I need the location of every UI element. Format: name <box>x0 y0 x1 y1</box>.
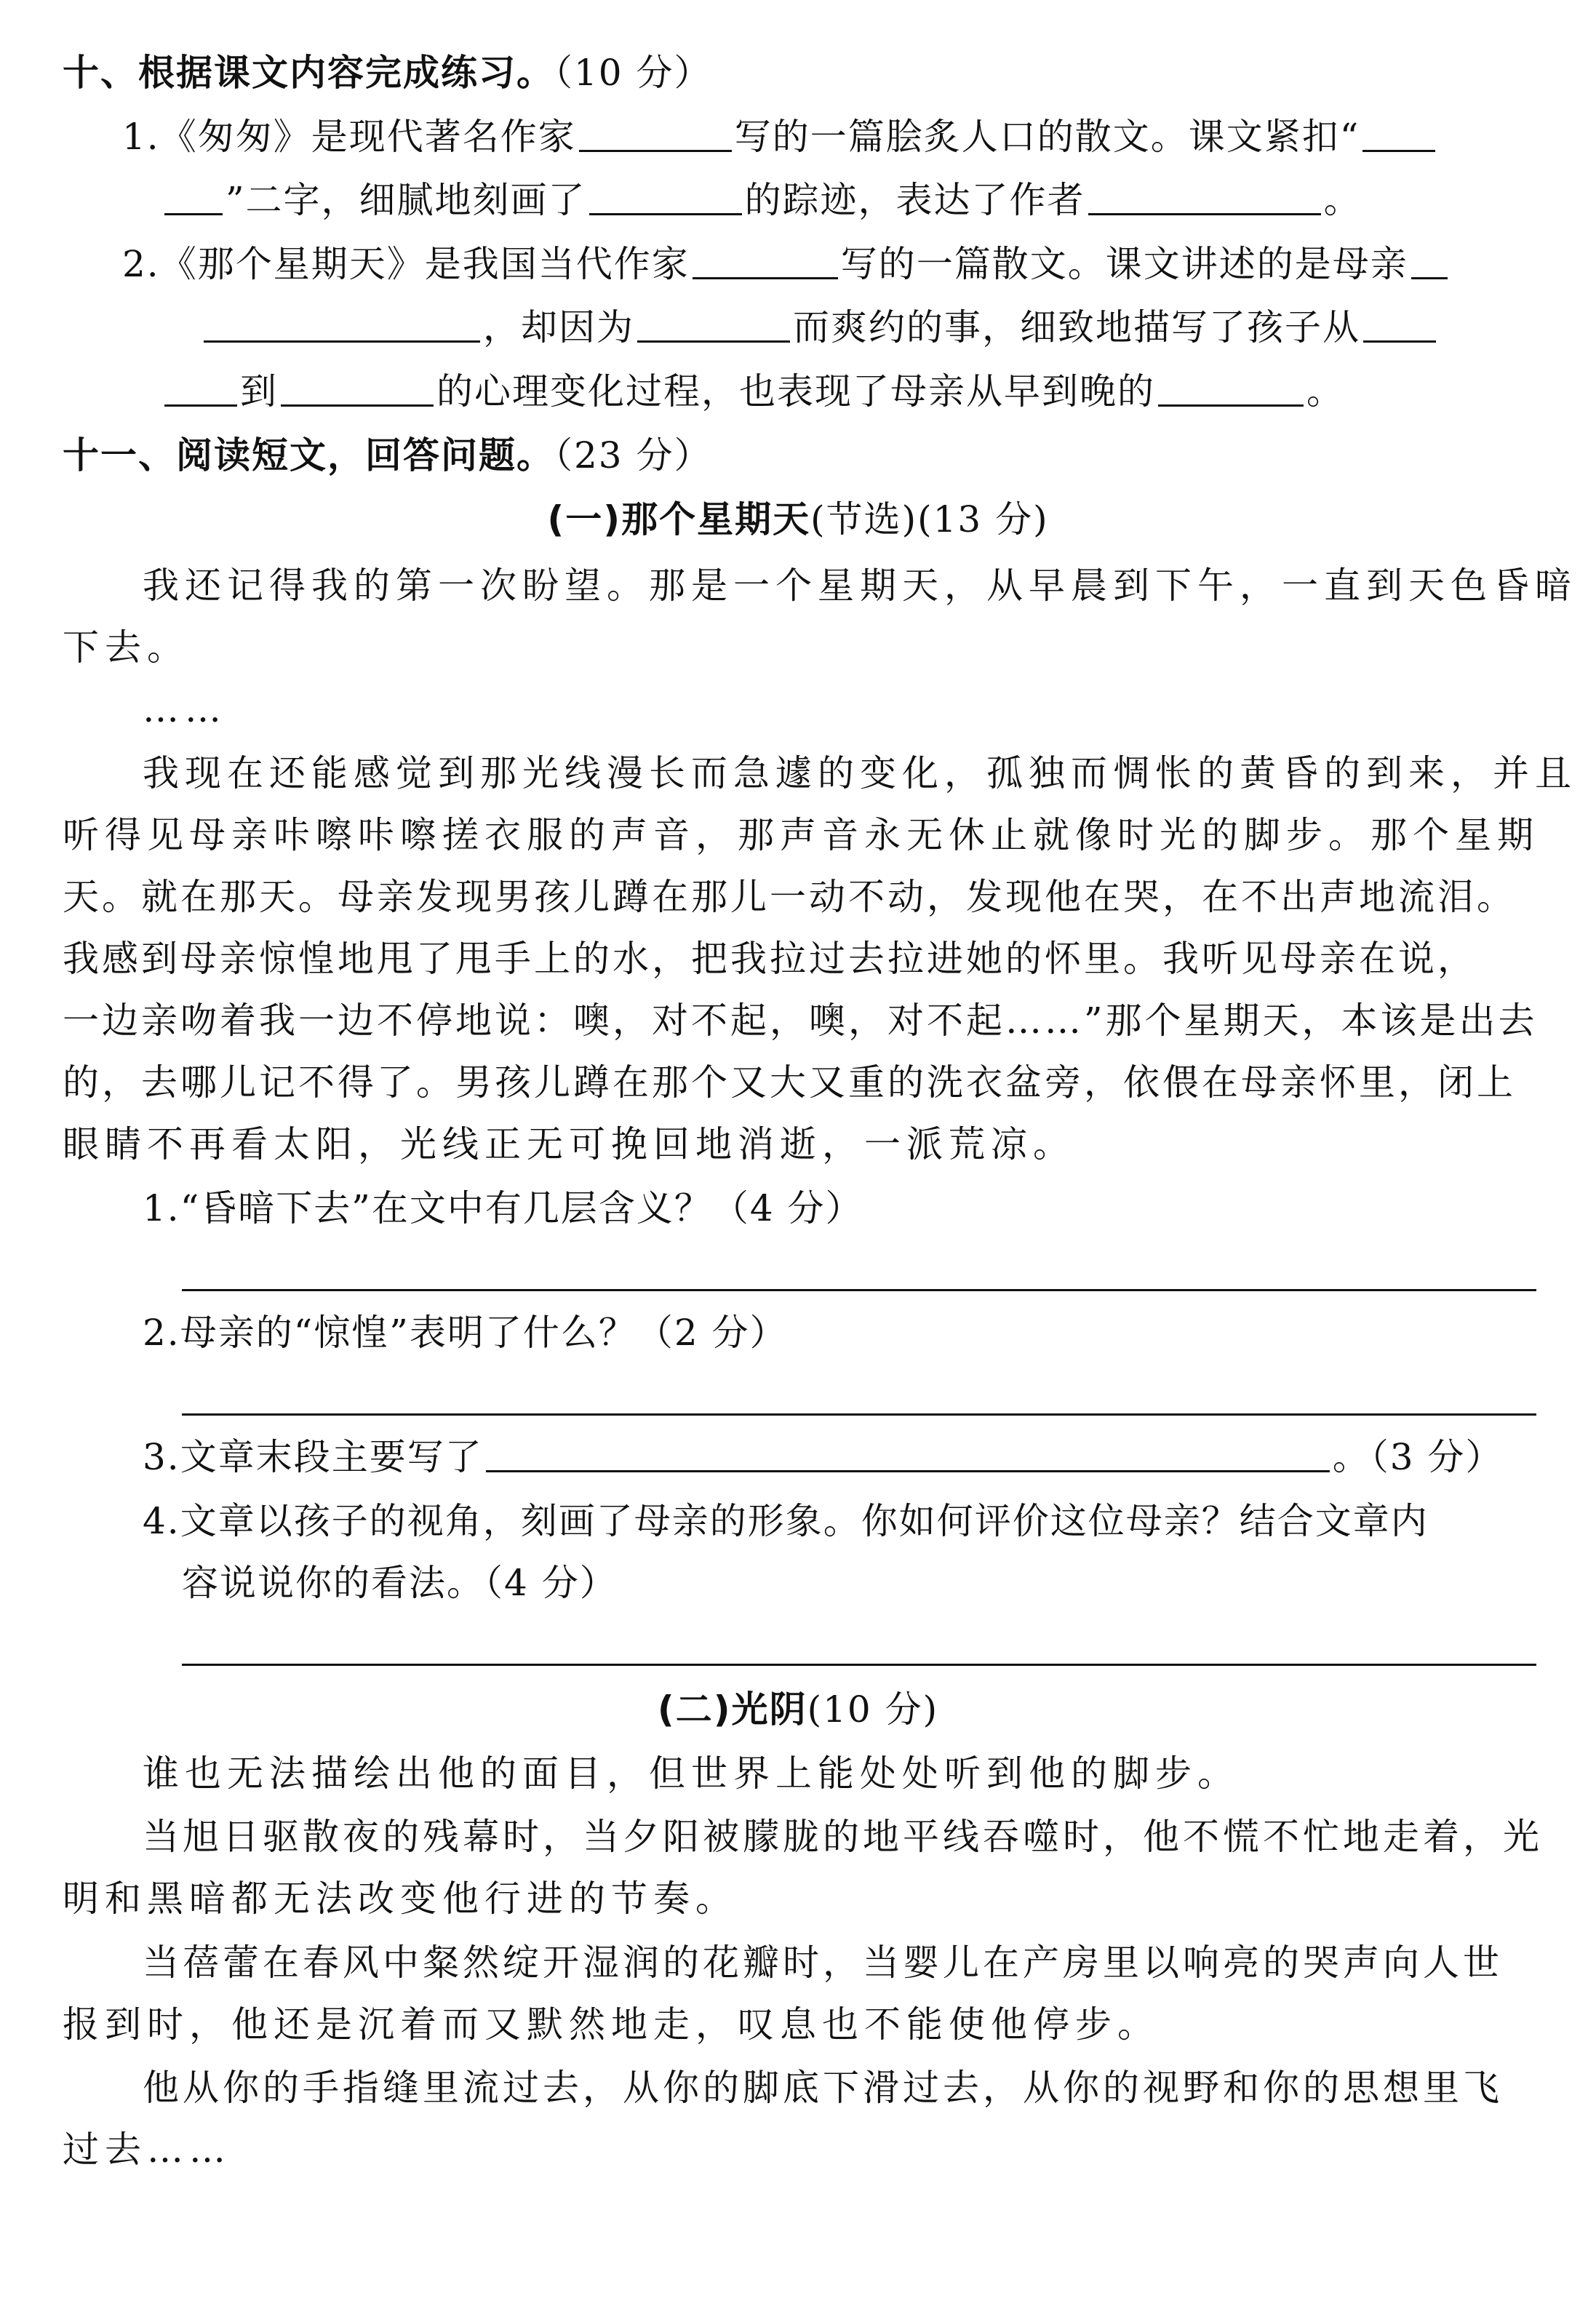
s10-q2-blank-author[interactable] <box>693 245 838 279</box>
section-10-title: 十、根据课文内容完成练习。 <box>63 52 554 94</box>
part1-para-line: …… <box>143 688 227 730</box>
section-11-points: （23 分） <box>554 434 712 476</box>
part1-para-line: 我还记得我的第一次盼望。那是一个星期天，从早晨到下午，一直到天色昏暗 <box>143 564 1577 607</box>
s10-q2-blank-reason[interactable] <box>637 308 790 343</box>
s10-q1-text-e: 。 <box>1323 179 1362 221</box>
section-10-points: （10 分） <box>554 52 712 94</box>
s10-q2-blank-from[interactable] <box>1363 308 1436 343</box>
q3-text-a: 3.文章末段主要写了 <box>143 1436 483 1478</box>
part1-note: (节选)(13 分) <box>810 498 1049 540</box>
part1-title: (一)那个星期天 <box>547 498 811 540</box>
s10-q2-text-e: 到 <box>240 370 278 412</box>
s10-q2-text-b: 写的一篇散文。课文讲述的是母亲 <box>840 243 1408 285</box>
s10-q2-text-a: 2.《那个星期天》是我国当代作家 <box>122 243 690 285</box>
s10-q2-text-f: 的心理变化过程，也表现了母亲从早到晚的 <box>436 370 1155 412</box>
s10-q1-blank-keyword-end[interactable] <box>164 181 223 215</box>
s10-q2-line3 <box>161 370 1344 413</box>
part2-para-line: 当蓓蕾在春风中粲然绽开湿润的花瓣时，当婴儿在产房里以响亮的哭声向人世 <box>143 1942 1503 1984</box>
s10-q2-blank-from-end[interactable] <box>164 372 237 407</box>
part1-para-line: 一边亲吻着我一边不停地说：噢，对不起，噢，对不起……”那个星期天，本该是出去 <box>63 1000 1538 1042</box>
s10-q1-blank-keyword-start[interactable] <box>1362 118 1435 152</box>
s10-q2-blank-promise[interactable] <box>204 308 480 343</box>
part2-note: (10 分) <box>807 1688 939 1731</box>
q3-text-b: 。（3 分） <box>1332 1436 1504 1478</box>
answer-line-q4[interactable] <box>182 1664 1536 1666</box>
part2-para-line: 他从你的手指缝里流过去，从你的脚底下滑过去，从你的视野和你的思想里飞 <box>143 2067 1503 2109</box>
part1-heading <box>0 498 1596 541</box>
part1-para-line: 的，去哪儿记不得了。男孩儿蹲在那个又大又重的洗衣盆旁，依偎在母亲怀里，闭上 <box>63 1061 1516 1104</box>
s10-q2-line2 <box>201 306 1439 349</box>
s10-q1-blank-trace[interactable] <box>589 181 742 215</box>
s10-q2-text-g: 。 <box>1306 370 1344 412</box>
s10-q1-text-d: 的踪迹，表达了作者 <box>744 179 1085 221</box>
s10-q2-text-c: ，却因为 <box>483 306 634 348</box>
s10-q2-blank-promise-start[interactable] <box>1411 245 1448 279</box>
s10-q2-blank-to[interactable] <box>281 372 434 407</box>
part1-para-line: 眼睛不再看太阳，光线正无可挽回地消逝，一派荒凉。 <box>63 1123 1075 1165</box>
s10-q1-blank-author[interactable] <box>579 118 732 152</box>
s10-q1-blank-feeling[interactable] <box>1088 181 1321 215</box>
part1-para-line: 我感到母亲惊惶地甩了甩手上的水，把我拉过去拉进她的怀里。我听见母亲在说， <box>63 938 1477 980</box>
part1-para-line: 听得见母亲咔嚓咔嚓搓衣服的声音，那声音永无休止就像时光的脚步。那个星期 <box>63 814 1539 856</box>
part1-question-4-cont: 容说说你的看法。（4 分） <box>182 1562 618 1604</box>
part2-para-line: 过去…… <box>63 2128 231 2171</box>
s10-q1-line1 <box>122 115 1438 159</box>
part2-para-line: 报到时，他还是沉着而又默然地走，叹息也不能使他停步。 <box>63 2003 1160 2046</box>
section-10-heading <box>63 51 712 95</box>
s10-q2-line1 <box>122 242 1451 286</box>
section-11-heading <box>63 434 712 477</box>
part1-para-line: 我现在还能感觉到那光线漫长而急遽的变化，孤独而惆怅的黄昏的到来，并且 <box>143 752 1577 794</box>
section-11-title: 十一、阅读短文，回答问题。 <box>63 434 554 476</box>
s10-q1-text-c: ”二字，细腻地刻画了 <box>226 179 586 221</box>
s10-q2-text-d: 而爽约的事，细致地描写了孩子从 <box>793 306 1360 348</box>
answer-line-q2[interactable] <box>182 1413 1536 1416</box>
part1-question-3 <box>143 1435 1503 1479</box>
part2-para-line: 谁也无法描绘出他的面目，但世界上能处处听到他的脚步。 <box>143 1752 1240 1795</box>
s10-q1-text-b: 写的一篇脍炙人口的散文。课文紧扣“ <box>734 116 1360 158</box>
part1-question-2: 2.母亲的“惊惶”表明了什么？（2 分） <box>143 1312 788 1354</box>
part2-title: (二)光阴 <box>657 1688 807 1731</box>
answer-line-q1[interactable] <box>182 1289 1536 1291</box>
part2-para-line: 明和黑暗都无法改变他行进的节奏。 <box>63 1878 738 1920</box>
s10-q2-blank-state[interactable] <box>1158 372 1304 407</box>
part2-para-line: 当旭日驱散夜的残幕时，当夕阳被朦胧的地平线吞噬时，他不慌不忙地走着，光 <box>143 1816 1543 1858</box>
part1-para-line: 天。就在那天。母亲发现男孩儿蹲在那儿一动不动，发现他在哭，在不出声地流泪。 <box>63 876 1516 918</box>
part1-question-4: 4.文章以孩子的视角，刻画了母亲的形象。你如何评价这位母亲？结合文章内 <box>143 1500 1429 1542</box>
part2-heading <box>0 1688 1596 1731</box>
s10-q1-line2 <box>161 178 1362 222</box>
part1-para-line: 下去。 <box>63 626 189 669</box>
answer-blank-q3[interactable] <box>486 1438 1330 1472</box>
part1-question-1: 1.“昏暗下去”在文中有几层含义？（4 分） <box>143 1187 863 1229</box>
s10-q1-text-a: 1.《匆匆》是现代著名作家 <box>122 116 576 158</box>
